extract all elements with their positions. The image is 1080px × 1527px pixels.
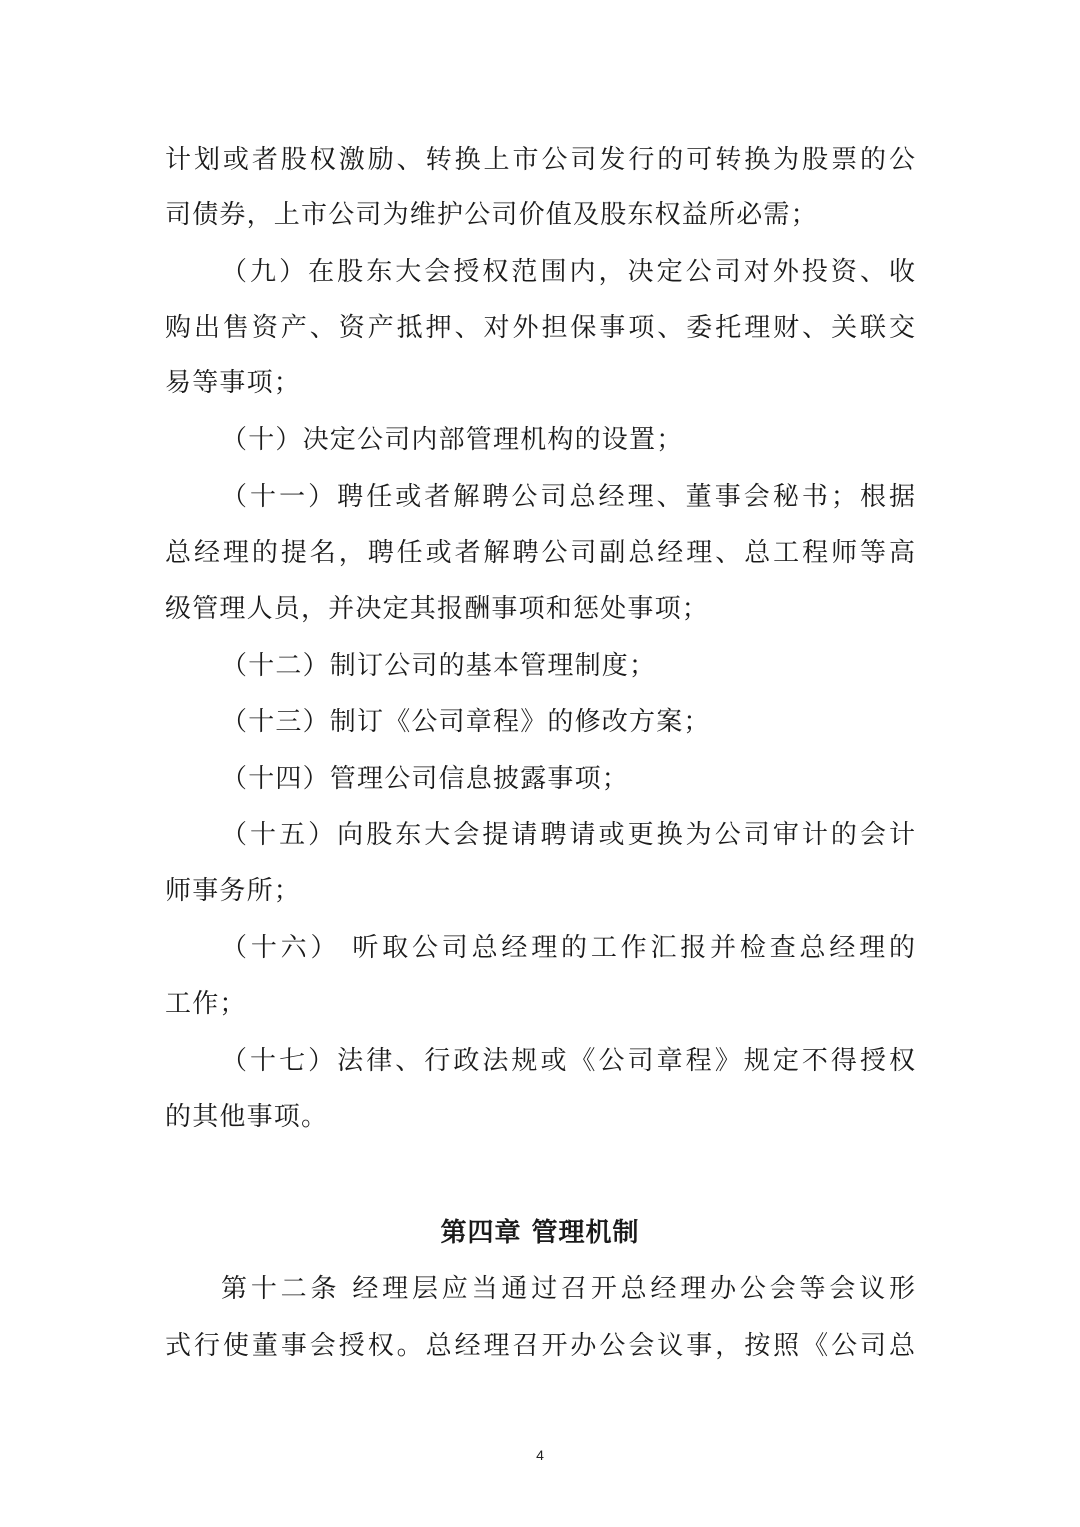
text-line: （十四）管理公司信息披露事项； — [221, 764, 630, 794]
text-line: （九）在股东大会授权范围内，决定公司对外投资、收 — [221, 257, 915, 287]
text-line: 式行使董事会授权。总经理召开办公会议事，按照《公司总 — [165, 1331, 915, 1361]
text-line: 总经理的提名，聘任或者解聘公司副总经理、总工程师等高 — [165, 538, 915, 568]
text-line: 师事务所； — [165, 876, 302, 906]
text-line: 易等事项； — [165, 368, 302, 398]
text-line: 第十二条 经理层应当通过召开总经理办公会等会议形 — [221, 1274, 915, 1304]
text-line: （十二）制订公司的基本管理制度； — [221, 651, 657, 681]
text-line: （十六） 听取公司总经理的工作汇报并检查总经理的 — [221, 933, 915, 963]
text-line: 工作； — [165, 989, 247, 1019]
text-line: （十三）制订《公司章程》的修改方案； — [221, 707, 711, 737]
text-line: （十）决定公司内部管理机构的设置； — [221, 425, 684, 455]
text-line: 司债券，上市公司为维护公司价值及股东权益所必需； — [165, 200, 818, 230]
text-line: （十五）向股东大会提请聘请或更换为公司审计的会计 — [221, 820, 915, 850]
text-line: （十七）法律、行政法规或《公司章程》规定不得授权 — [221, 1046, 915, 1076]
text-line: 购出售资产、资产抵押、对外担保事项、委托理财、关联交 — [165, 313, 915, 343]
chapter-heading: 第四章 管理机制 — [440, 1218, 640, 1248]
text-line: 的其他事项。 — [165, 1102, 329, 1132]
page-number: 4 — [536, 1447, 544, 1463]
text-line: 级管理人员，并决定其报酬事项和惩处事项； — [165, 594, 710, 624]
text-line: （十一）聘任或者解聘公司总经理、董事会秘书；根据 — [221, 482, 915, 512]
text-line: 计划或者股权激励、转换上市公司发行的可转换为股票的公 — [165, 145, 915, 175]
